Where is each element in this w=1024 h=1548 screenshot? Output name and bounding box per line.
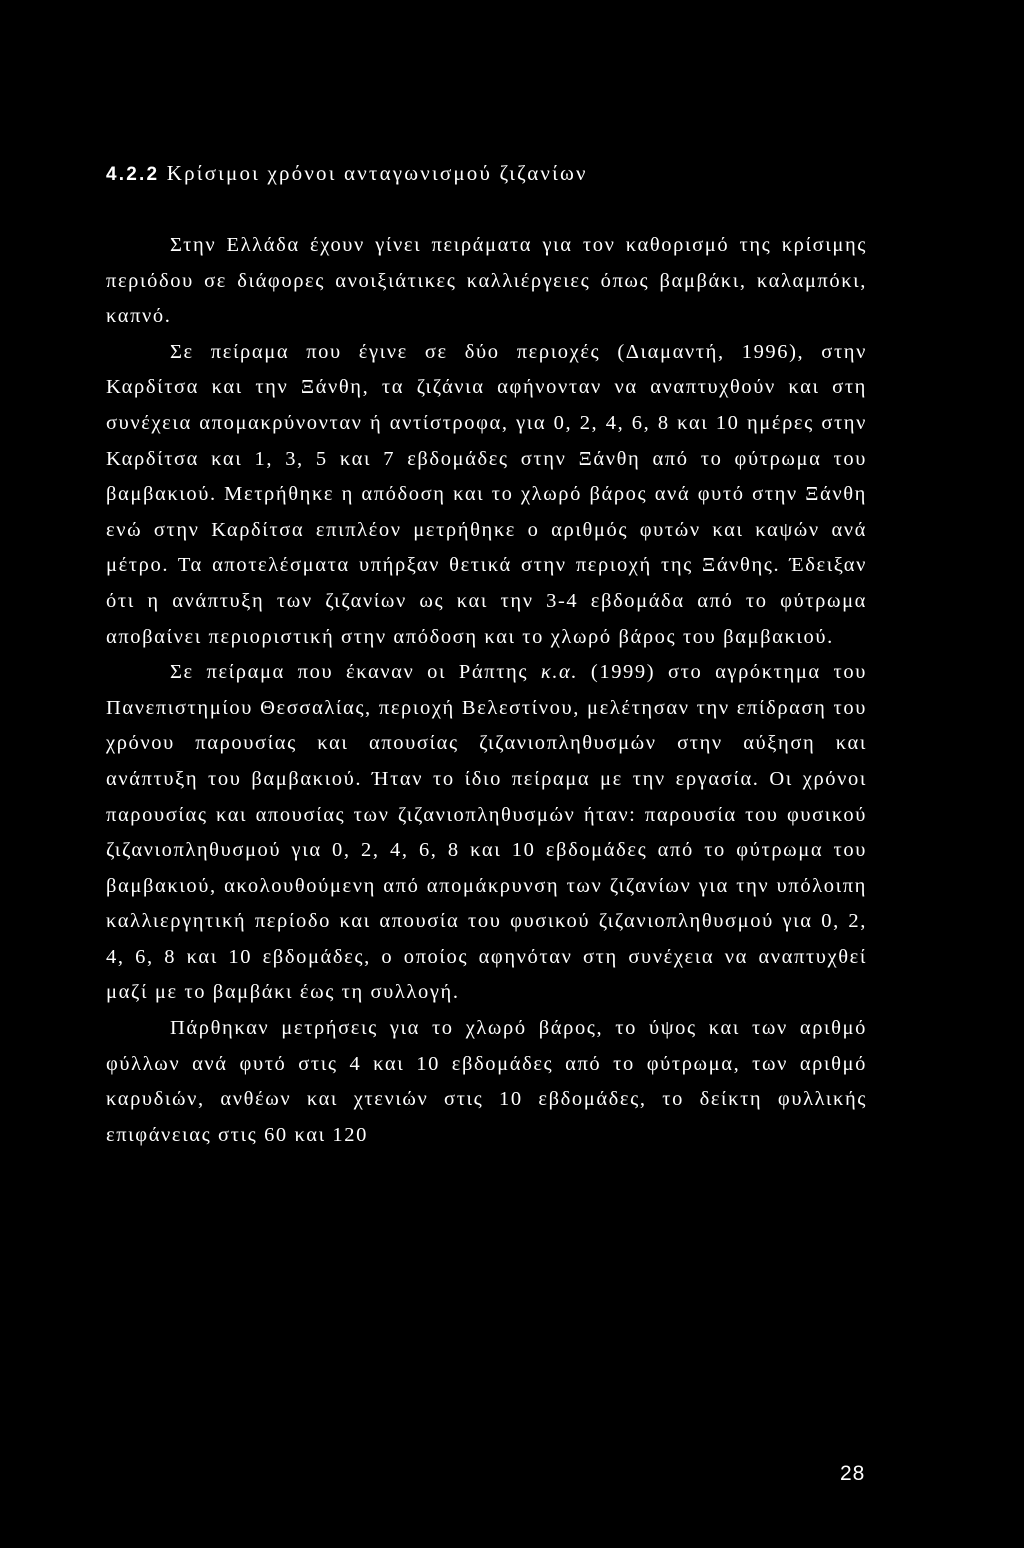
paragraph-3-rest: (1999) στο αγρόκτημα του Πανεπιστημίου Θεσσαλίας, περιοχή Βελεστίνου, μελέτησαν την επίδραση του χρόνου παρουσίας και απουσίας ζιζανιοπληθυσμών στην αύξηση και ανάπτυξη του βαμβακιού. Ήταν το ίδιο πείραμα με την εργασία. Οι χρόνοι παρουσίας και απουσίας των ζιζανιοπληθυσμών ήταν: παρουσία του φυσικού ζιζανιοπληθυσμού για 0, 2, 4, 6, 8 και 10 εβδομάδες από το φύτρωμα του βαμβακιού, ακολουθούμενη από απομάκρυνση των ζιζανίων για την υπόλοιπη καλλιεργητική περίοδο και απουσία του φυσικού ζιζανιοπληθυσμού για 0, 2, 4, 6, 8 και 10 εβδομάδες, ο οποίος αφηνόταν στη συνέχεια να αναπτυχθεί μαζί με το βαμβάκι έως τη συλλογή. [106, 661, 867, 1004]
section-number: 4.2.2 [106, 164, 160, 185]
body-text [106, 228, 867, 1153]
document-page [106, 0, 867, 1548]
paragraph-1: Στην Ελλάδα έχουν γίνει πειράματα για τον καθορισμό της κρίσιμης περιόδου σε διάφορες ανοιξιάτικες καλλιέργειες όπως βαμβάκι, καλαμπόκι, καπνό. [106, 234, 867, 328]
paragraph-3 [106, 655, 867, 1011]
paragraph-3-start: Σε πείραμα που έκαναν οι Ράπτης [170, 661, 541, 684]
page-number: 28 [840, 1462, 866, 1485]
paragraph-4: Πάρθηκαν μετρήσεις για το χλωρό βάρος, το ύψος και των αριθμό φύλλων ανά φυτό στις 4 και 10 εβδομάδες από το φύτρωμα, των αριθμό καρυδιών, ανθέων και χτενιών στις 10 εβδομάδες, το δείκτη φυλλικής επιφάνειας στις 60 και 120 [106, 1017, 867, 1146]
section-heading [106, 158, 588, 190]
section-title: Κρίσιμοι χρόνοι ανταγωνισμού ζιζανίων [166, 161, 588, 185]
paragraph-2: Σε πείραμα που έγινε σε δύο περιοχές (Διαμαντή, 1996), στην Καρδίτσα και την Ξάνθη, τα ζιζάνια αφήνονταν να αναπτυχθούν και στη συνέχεια απομακρύνονταν ή αντίστροφα, για 0, 2, 4, 6, 8 και 10 ημέρες στην Καρδίτσα και 1, 3, 5 και 7 εβδομάδες στην Ξάνθη από το φύτρωμα του βαμβακιού. Μετρήθηκε η απόδοση και το χλωρό βάρος ανά φυτό στην Ξάνθη ενώ στην Καρδίτσα επιπλέον μετρήθηκε ο αριθμός φυτών και καψών ανά μέτρο. Τα αποτελέσματα υπήρξαν θετικά στην περιοχή της Ξάνθης. Έδειξαν ότι η ανάπτυξη των ζιζανίων ως και την 3-4 εβδομάδα από το φύτρωμα αποβαίνει περιοριστική στην απόδοση και το χλωρό βάρος του βαμβακιού. [106, 340, 867, 648]
et-al-italic: κ.α. [540, 661, 579, 684]
